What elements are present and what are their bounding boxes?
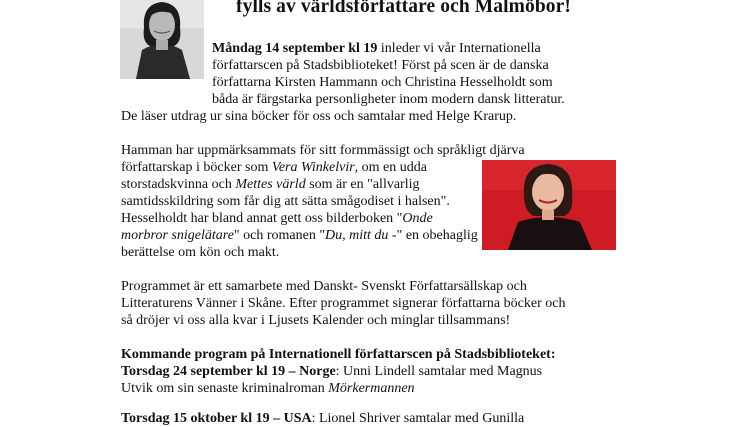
upcoming-heading: Kommande program på Internationell författarscen på Stadsbiblioteket: [121,347,556,362]
paragraph-1-line-4: båda är färgstarka personligheter inom modern dansk litteratur. [212,92,565,107]
book-title: Onde [402,211,433,226]
paragraph-2-line-7: berättelse om kön och makt. [121,245,280,260]
paragraph-2-line-5: Hesselholdt har bland annat gett oss bilderboken "Onde [121,211,433,226]
upcoming-item-1-line-2: Utvik om sin senaste kriminalroman Mörkermannen [121,381,415,396]
book-title: Mörkermannen [328,381,415,396]
author-portrait-color [482,160,616,250]
paragraph-1-line-5: De läser utdrag ur sina böcker för oss och samtalar med Helge Krarup. [121,109,517,124]
upcoming-item-1: Torsdag 24 september kl 19 – Norge: Unni Lindell samtalar med Magnus [121,364,543,379]
paragraph-1-line-3: författarna Kirsten Hammann och Christina Hesselholdt som [212,75,553,90]
event-date: Måndag 14 september kl 19 [212,41,378,56]
paragraph-3-line-2: Litteraturens Vänner i Skåne. Efter programmet signerar författarna böcker och [121,296,566,311]
paragraph-1-line-2: författarscen på Stadsbiblioteket! Först på scen är de danska [212,58,549,73]
upcoming-date: Torsdag 15 oktober kl 19 – USA [121,411,312,426]
upcoming-item-2: Torsdag 15 oktober kl 19 – USA: Lionel Shriver samtalar med Gunilla [121,411,525,426]
book-title: Vera Winkelvir [271,160,355,175]
paragraph-2-line-4: samtidsskildring som får dig att sätta smågodiset i halsen". [121,194,450,209]
book-title: Mettes värld [235,177,306,192]
paragraph-2-line-1: Hamman har uppmärksammats för sitt formmässigt och språkligt djärva [121,143,525,158]
author-portrait-bw [120,0,204,79]
paragraph-1-line-1: Måndag 14 september kl 19 inleder vi vår Internationella [212,41,541,56]
paragraph-3-line-3: så dröjer vi oss alla kvar i Ljusets Kalender och minglar tillsammans! [121,313,511,328]
upcoming-date: Torsdag 24 september kl 19 – Norge [121,364,336,379]
paragraph-3-line-1: Programmet är ett samarbete med Danskt- Svenskt Författarsällskap och [121,279,527,294]
article-title: fylls av världsförfattare och Malmöbor! [236,0,571,17]
paragraph-2-line-2: författarskap i böcker som Vera Winkelvir, om en udda [121,160,427,175]
paragraph-2-line-3: storstadskvinna och Mettes värld som är en "allvarlig [121,177,420,192]
book-title: morbror snigelätare [121,228,234,243]
paragraph-2-line-6: morbror snigelätare" och romanen "Du, mitt du -" en obehaglig [121,228,478,243]
book-title: Du, mitt du - [325,228,397,243]
